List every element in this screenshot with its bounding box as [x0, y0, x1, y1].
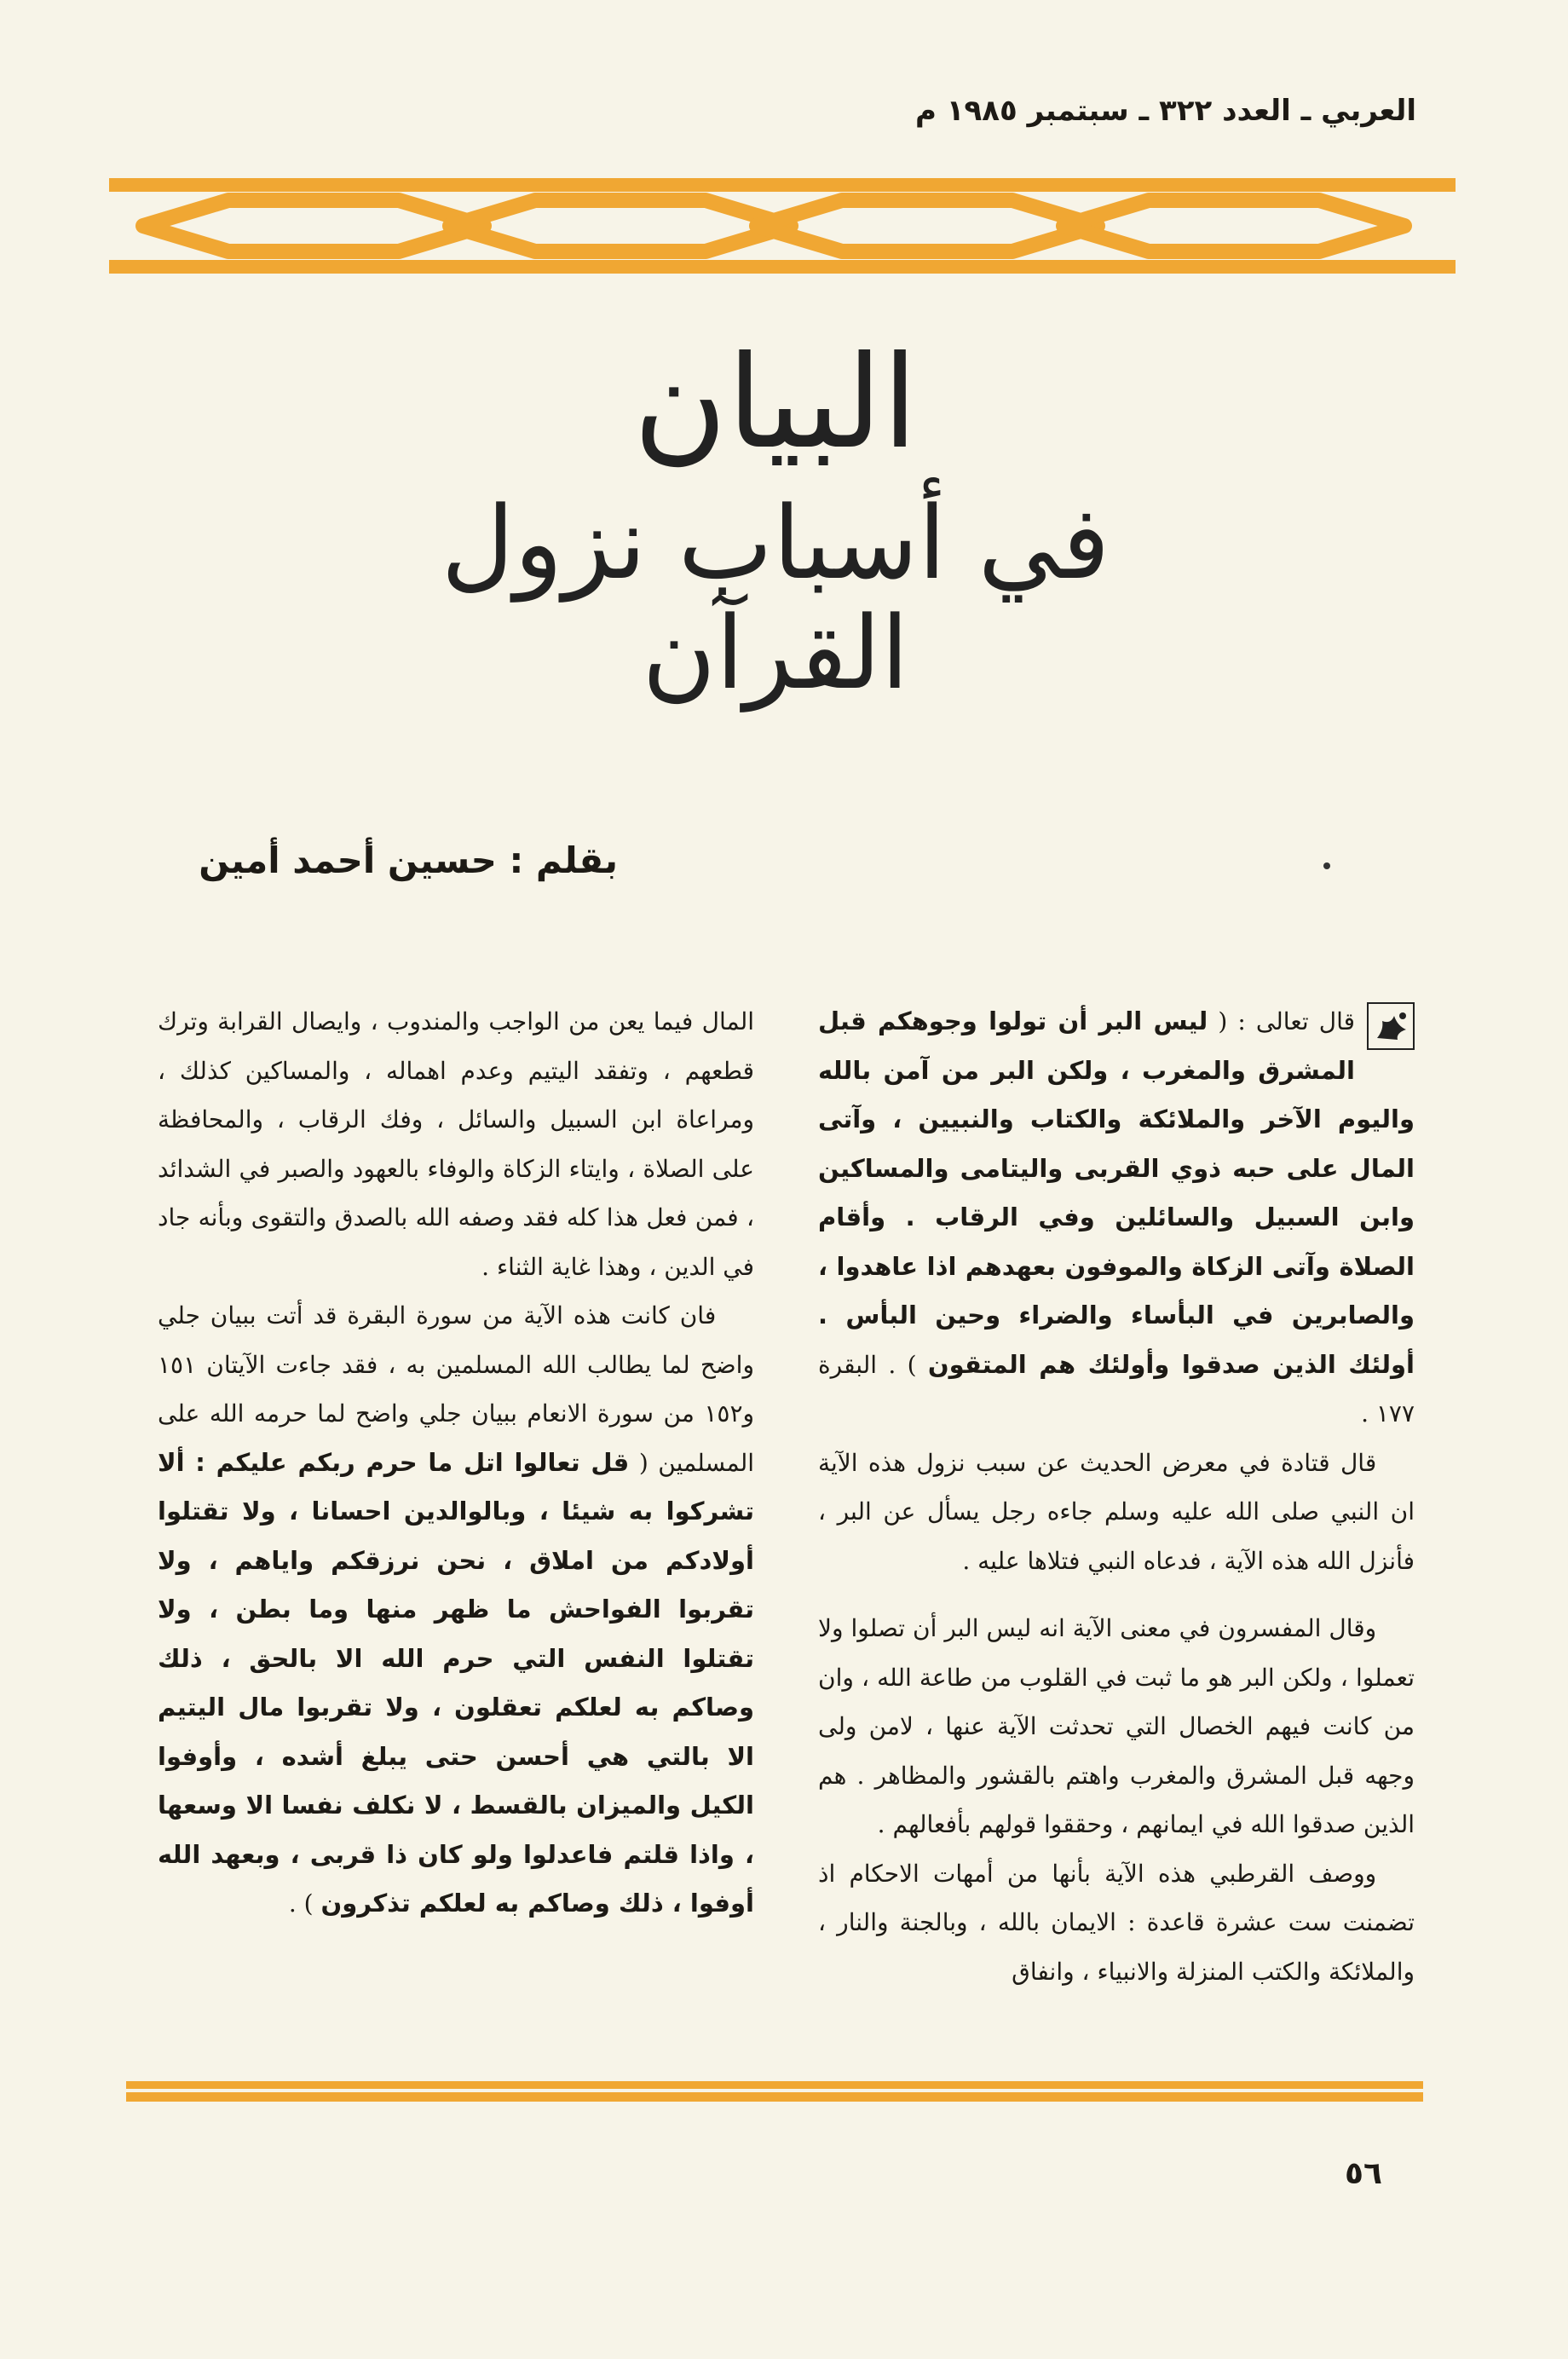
paragraph-text: فان كانت هذه الآية من سورة البقرة قد أتت ببيان جلي واضح لما يطالب الله المسلمين به ، فقد جاءت الآيتان ١٥١ و١٥٢ من سورة الانعام ببيان جلي واضح لما حرمه الله على المسلمين ( [158, 1301, 754, 1477]
title-line-2: في أسباب نزول القرآن [441, 483, 1110, 712]
paragraph: وقال المفسرون في معنى الآية انه ليس البر أن تصلوا ولا تعملوا ، ولكن البر هو ما ثبت في القلوب من طاعة الله ، وان من كانت فيهم الخصال التي تحدثت الآية عنها ، لامن ولى وجهه قبل المشرق والمغرب واهتم بالقشور والمظاهر . هم الذين صدقوا الله في ايمانهم ، وحققوا قولهم بأفعالهم . [818, 1614, 1415, 1838]
page-number: ٥٦ [1345, 2156, 1382, 2191]
verse-text: ليس البر أن تولوا وجوهكم قبل المشرق والمغرب ، ولكن البر من آمن بالله واليوم الآخر والملائكة والكتاب والنبيين ، وآتى المال على حبه ذوي القربى واليتامى والمساكين وابن السبيل والسائلين وفي الرقاب . وأقام الصلاة وآتى الزكاة والموفون بعهدهم اذا عاهدوا ، والصابرين في البأساء والضراء وحين البأس . أولئك الذين صدقوا وأولئك هم المتقون [818, 1006, 1415, 1379]
article-title [324, 329, 1227, 712]
paragraph: قال قتادة في معرض الحديث عن سبب نزول هذه الآية ان النبي صلى الله عليه وسلم جاءه رجل يسأل عن البر ، فأنزل الله هذه الآية ، فدعاه النبي فتلاها عليه . [818, 1448, 1415, 1575]
decorative-dot [1323, 862, 1330, 869]
verse-close: ) . [288, 1889, 321, 1918]
title-line-1: البيان [633, 329, 918, 477]
paragraph [158, 1291, 754, 1929]
verse-text: قل تعالوا اتل ما حرم ربكم عليكم : ألا تشركوا به شيئا ، وبالوالدين احسانا ، ولا تقتلوا أولادكم من املاق ، نحن نرزقكم واياهم ، ولا تقربوا الفواحش ما ظهر منها وما بطن ، ولا تقتلوا النفس التي حرم الله الا بالحق ، ذلك وصاكم به لعلكم تعقلون ، ولا تقربوا مال اليتيم الا بالتي هي أحسن حتى يبلغ أشده ، وأوفوا الكيل والميزان بالقسط ، لا نكلف نفسا الا وسعها ، واذا قلتم فاعدلوا ولو كان ذا قربى ، وبعهد الله أوفوا ، ذلك وصاكم به لعلكم تذكرون [158, 1447, 754, 1918]
running-head: العربي ـ العدد ٣٢٢ ـ سبتمبر ١٩٨٥ م [915, 94, 1416, 128]
bottom-rule [126, 2081, 1423, 2102]
column-right [818, 997, 1415, 2037]
paragraph: ووصف القرطبي هذه الآية بأنها من أمهات الاحكام اذ تضمنت ست عشرة قاعدة : الايمان بالله ، وبالجنة والنار ، والملائكة والكتب المنزلة والانبياء ، وانفاق [818, 1859, 1415, 1986]
quran-marker-icon [1367, 1002, 1415, 1050]
verse-paragraph [818, 997, 1415, 1439]
verse-intro: قال تعالى : ( [1208, 1007, 1355, 1035]
paragraph: المال فيما يعن من الواجب والمندوب ، وايصال القرابة وترك قطعهم ، وتفقد اليتيم وعدم اهماله ، والمساكين كذلك ، ومراعاة ابن السبيل والسائل ، وفك الرقاب ، والمحافظة على الصلاة ، وايتاء الزكاة والوفاء بالعهود والصبر في الشدائد ، فمن فعل هذا كله فقد وصفه الله بالصدق والتقوى وبأنه جاد في الدين ، وهذا غاية الثناء . [158, 1007, 754, 1281]
byline: بقلم : حسين أحمد أمين [199, 839, 618, 881]
verse-reference: ) . البقرة ١٧٧ . [818, 1350, 1415, 1428]
column-left [158, 997, 754, 2037]
chain-ornament-border [109, 175, 1456, 277]
